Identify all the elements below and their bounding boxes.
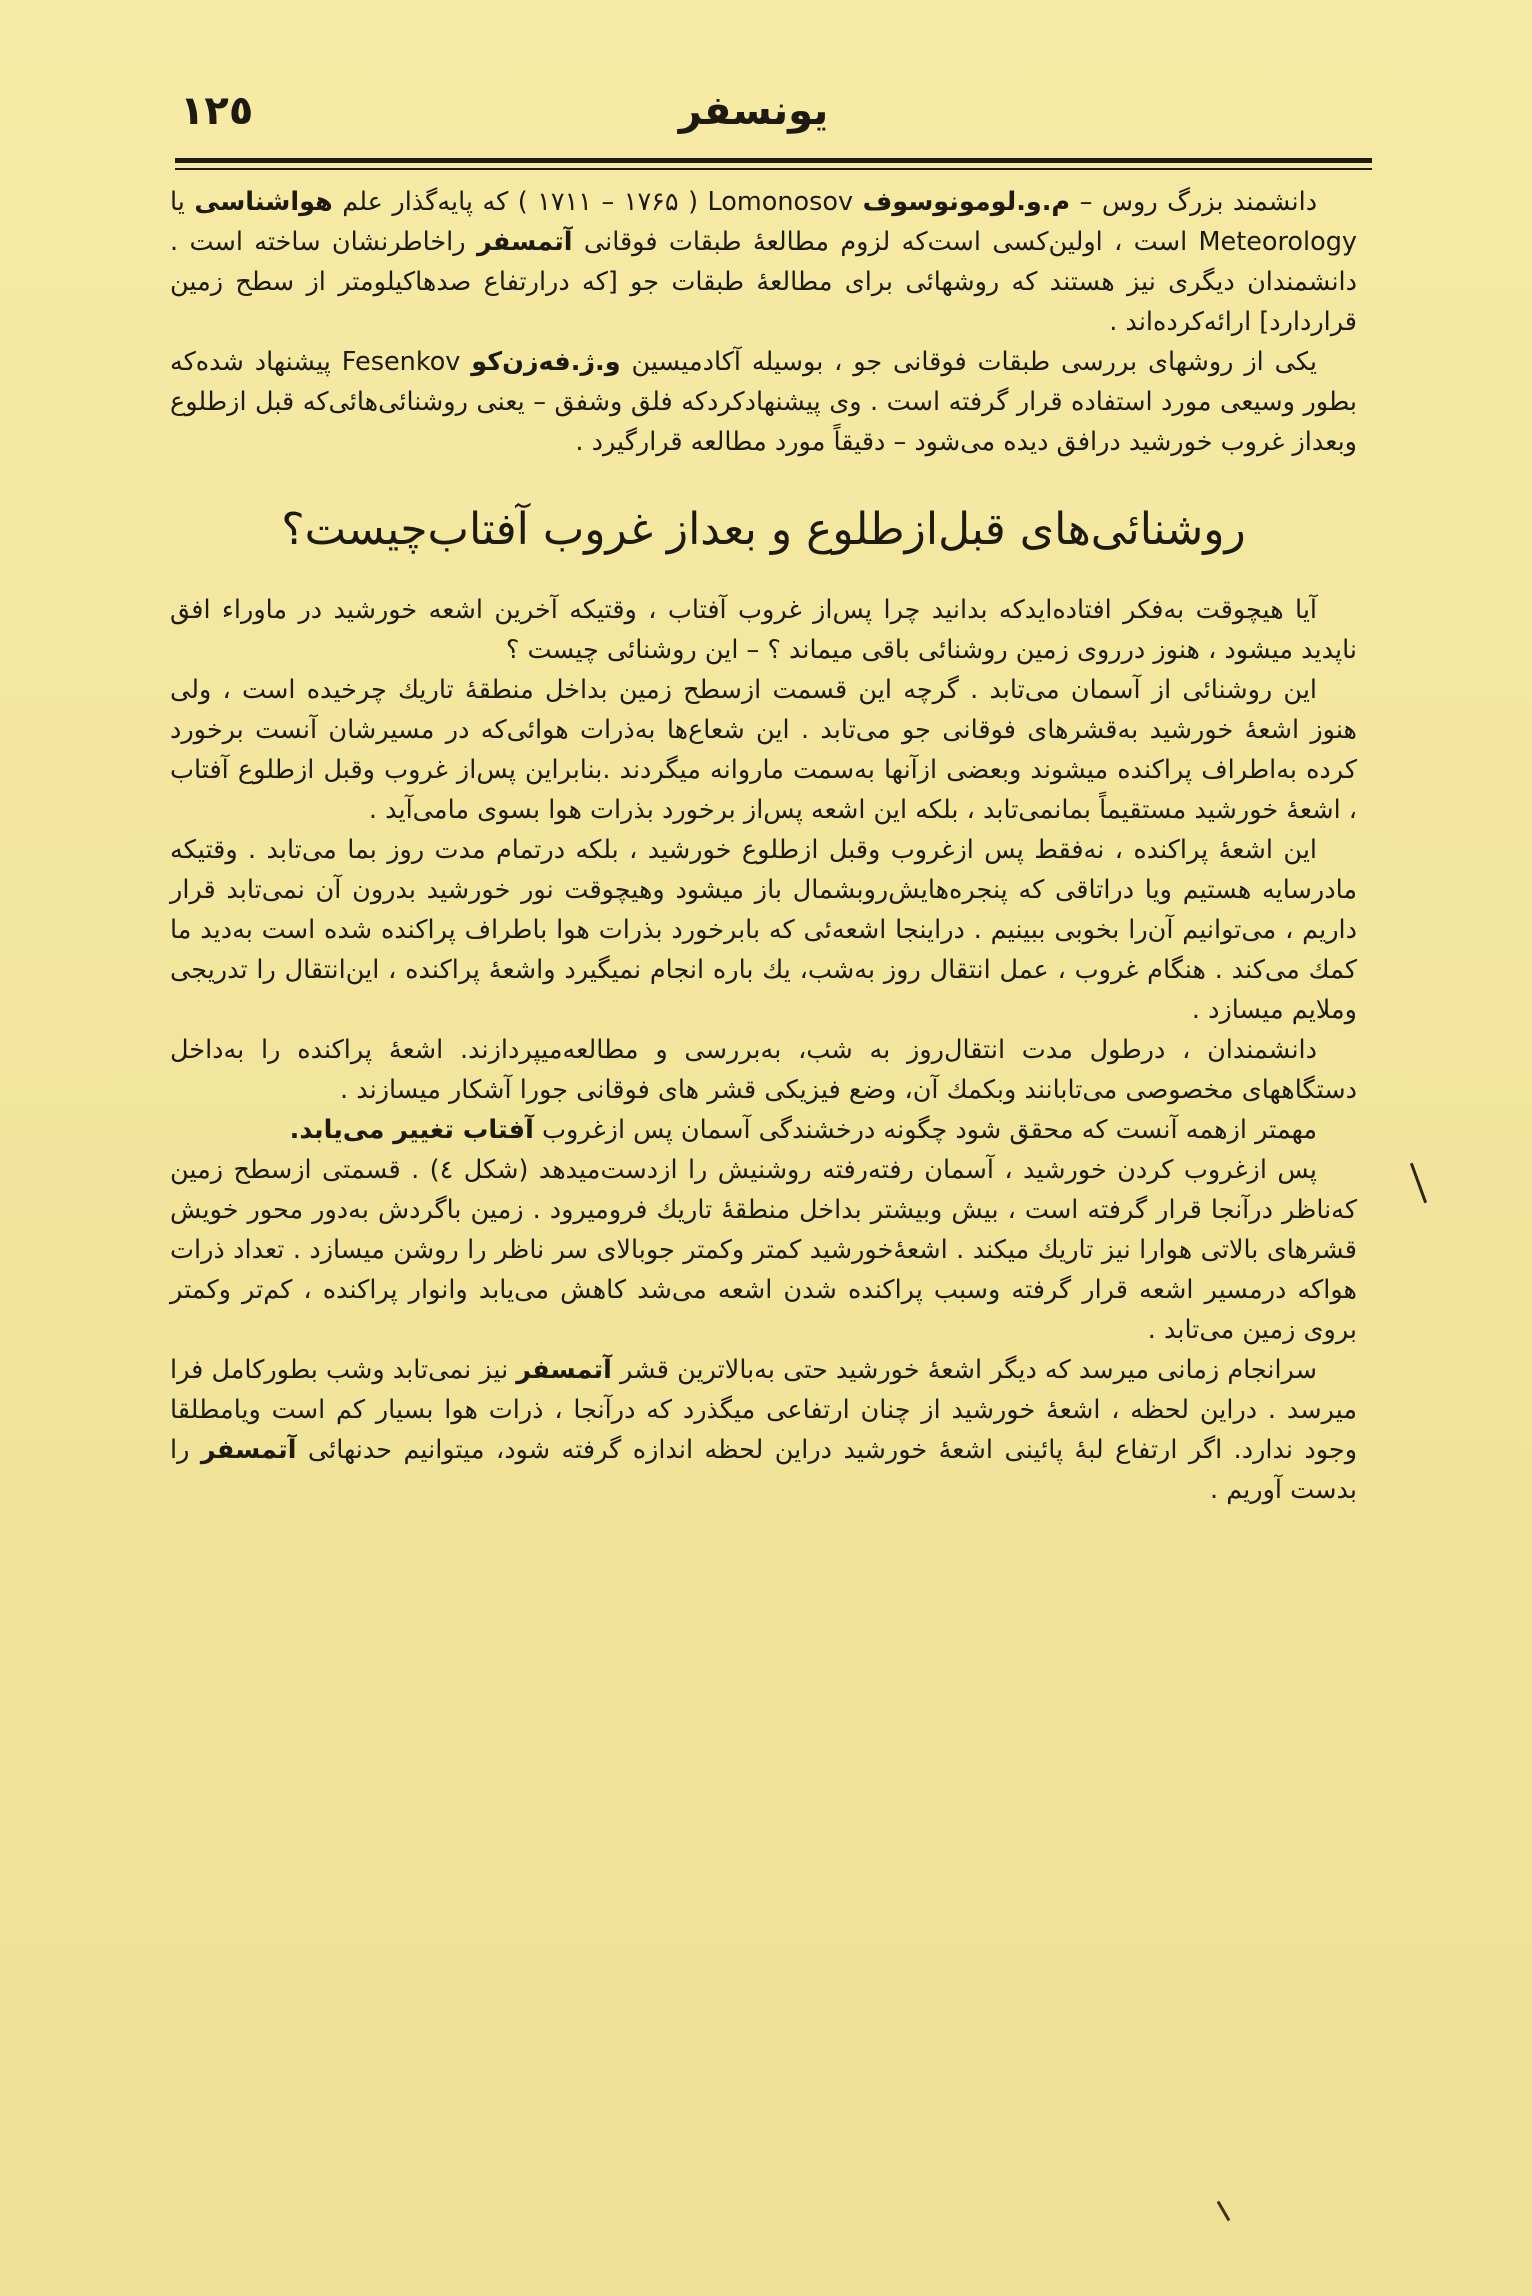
running-head: یونسفر xyxy=(678,88,829,134)
intro-text: دانشمند بزرگ روس – xyxy=(1079,187,1318,217)
latin-term: Meteorology xyxy=(1198,227,1357,257)
intro-text: یکی از روشهای بررسی طبقات فوقانی جو ، بوسیله آکادمیسین xyxy=(631,347,1318,377)
paragraph-text: سرانجام زمانی میرسد که دیگر اشعهٔ خورشید حتی به‌بالاترین قشر xyxy=(619,1355,1317,1385)
page-number: ١٢٥ xyxy=(180,88,254,134)
paragraph-text: مهمتر ازهمه آنست که محقق شود چگونه درخشندگی آسمان پس ازغروب xyxy=(541,1115,1317,1145)
latin-term: Lomonosov xyxy=(707,187,854,217)
intro-paragraph-1 xyxy=(170,182,1357,342)
paragraph: آیا هیچوقت به‌فکر افتاده‌ایدکه بدانید چرا پس‌از غروب آفتاب ، وقتیکه آخرین اشعه خورشید در ماوراء افق ناپدید میشود ، هنوز درروی زمین روشنائی باقی میماند ؟ – این روشنائی چیست ؟ xyxy=(170,595,1357,665)
bold-phrase: آفتاب تغییر می‌یابد. xyxy=(289,1115,534,1145)
intro-text: ( ۱۷۶۵ – ۱۷۱۱ ) که پایه‌گذار علم xyxy=(342,187,699,217)
intro-text: یا xyxy=(170,187,185,217)
bold-term: آتمسفر xyxy=(516,1355,612,1385)
header-rule-thick xyxy=(175,158,1372,163)
paragraph-text: را بدست آوریم . xyxy=(170,1435,1357,1505)
paragraph: دانشمندان ، درطول مدت انتقال‌روز به شب، به‌بررسی و مطالعه‌میپردازند. اشعهٔ پراکنده را به‌داخل دستگاههای مخصوصی می‌تابانند وبکمك آن، وضع فیزیکی قشر های فوقانی جورا آشکار میسازند . xyxy=(170,1035,1357,1105)
paragraph: این روشنائی از آسمان می‌تابد . گرچه این قسمت ازسطح زمین بداخل منطقهٔ تاریك چرخیده است ، ولی هنوز اشعهٔ خورشید به‌قشرهای فوقانی جو می‌تابد . این شعاع‌ها به‌ذرات هوائی‌که در مسیرشان آنست برخورد کرده به‌اطراف پراکنده میشوند وبعضی ازآنها به‌سمت ماروانه میگردند .بنابراین پس‌از غروب وقبل ازطلوع آفتاب ، اشعهٔ خورشید مستقیماً بمانمی‌تابد ، بلکه این اشعه پس‌از برخورد بذرات هوا بسوی مامی‌آید . xyxy=(170,675,1357,825)
section-heading: روشنائی‌های قبل‌ازطلوع و بعداز غروب آفتاب‌چیست؟ xyxy=(281,504,1246,555)
scientist-name: م.و.لومونوسوف xyxy=(862,187,1071,217)
intro-text: پیشنهاد شده‌که بطور وسیعی مورد استفاده قرار گرفته است . وی پیشنهادکردکه فلق وشفق – یعنی روشنائی‌هائی‌که قبل ازطلوع وبعداز غروب خورشید درافق دیده می‌شود – دقیقاً مورد مطالعه قرارگیرد . xyxy=(170,347,1357,457)
margin-pencil-tick xyxy=(1217,2201,1231,2222)
paragraph xyxy=(170,1110,1357,1150)
header-rule-thin xyxy=(175,168,1372,170)
margin-pencil-mark xyxy=(1410,1163,1427,1203)
bold-term: هواشناسی xyxy=(194,187,333,217)
intro-text: راخاطرنشان ساخته است . دانشمندان دیگری نیز هستند که روشهائی برای مطالعهٔ طبقات جو [که درارتفاع صدهاکیلومتر از سطح زمین قراردارد] ارائه‌کرده‌اند . xyxy=(170,227,1357,337)
bold-term: آتمسفر xyxy=(476,227,573,257)
paragraph: پس ازغروب کردن خورشید ، آسمان رفته‌رفته روشنیش را ازدست‌میدهد (شکل ٤) . قسمتی ازسطح زمین که‌ناظر درآنجا قرار گرفته است ، بیش وبیشتر بداخل منطقهٔ تاریك فرومیرود . زمین باگردش به‌دور محور خویش قشرهای بالاتی هوارا نیز تاریك میکند . اشعهٔ‌خورشید کمتر وکمتر جوبالای سر ناظر را روشن میسازد . تعداد ذرات هواکه درمسیر اشعه قرار گرفته وسبب پراکنده شدن اشعه می‌شد کاهش می‌یابد وانوار پراکنده ، کم‌تر وکمتر بروی زمین می‌تابد . xyxy=(170,1155,1357,1345)
paragraph: این اشعهٔ پراکنده ، نه‌فقط پس ازغروب وقبل ازطلوع خورشید ، بلکه درتمام مدت روز بما می‌تابد . وقتیکه مادرسایه هستیم ویا دراتاقی که پنجره‌هایش‌روبشمال باز میشود وهیچوقت نور خورشید بدرون آن نمی‌تابد قرار داریم ، می‌توانیم آن‌را بخوبی ببینیم . دراینجا اشعه‌ئی که بابرخورد بذرات هوا باطراف پراکنده شده است به‌دید ما کمك می‌کند . هنگام غروب ، عمل انتقال روز به‌شب، یك باره انجام نمیگیرد واشعهٔ پراکنده ، این‌انتقال را تدریجی وملایم میسازد . xyxy=(170,835,1357,1025)
paragraph-text: نیز نمی‌تابد وشب بطورکامل فرا میرسد . دراین لحظه ، اشعهٔ خورشید از چنان ارتفاعی میگذرد که درآنجا ، ذرات هوا بسیار کم است ویامطلقا وجود ندارد. اگر ارتفاع لبهٔ پائینی اشعهٔ خورشید دراین لحظه اندازه گرفته شود، میتوانیم حدنهائی xyxy=(170,1355,1358,1465)
scientist-name: و.ژ.فه‌زن‌کو xyxy=(471,347,621,377)
intro-text: است ، اولین‌کسی است‌که لزوم مطالعهٔ طبقات فوقانی xyxy=(583,227,1188,257)
paragraph xyxy=(170,1350,1357,1510)
page-header xyxy=(150,82,1357,152)
intro-paragraph-2 xyxy=(170,342,1357,462)
bold-term: آتمسفر xyxy=(200,1435,297,1465)
main-text xyxy=(170,182,1357,1510)
latin-term: Fesenkov xyxy=(341,347,461,377)
